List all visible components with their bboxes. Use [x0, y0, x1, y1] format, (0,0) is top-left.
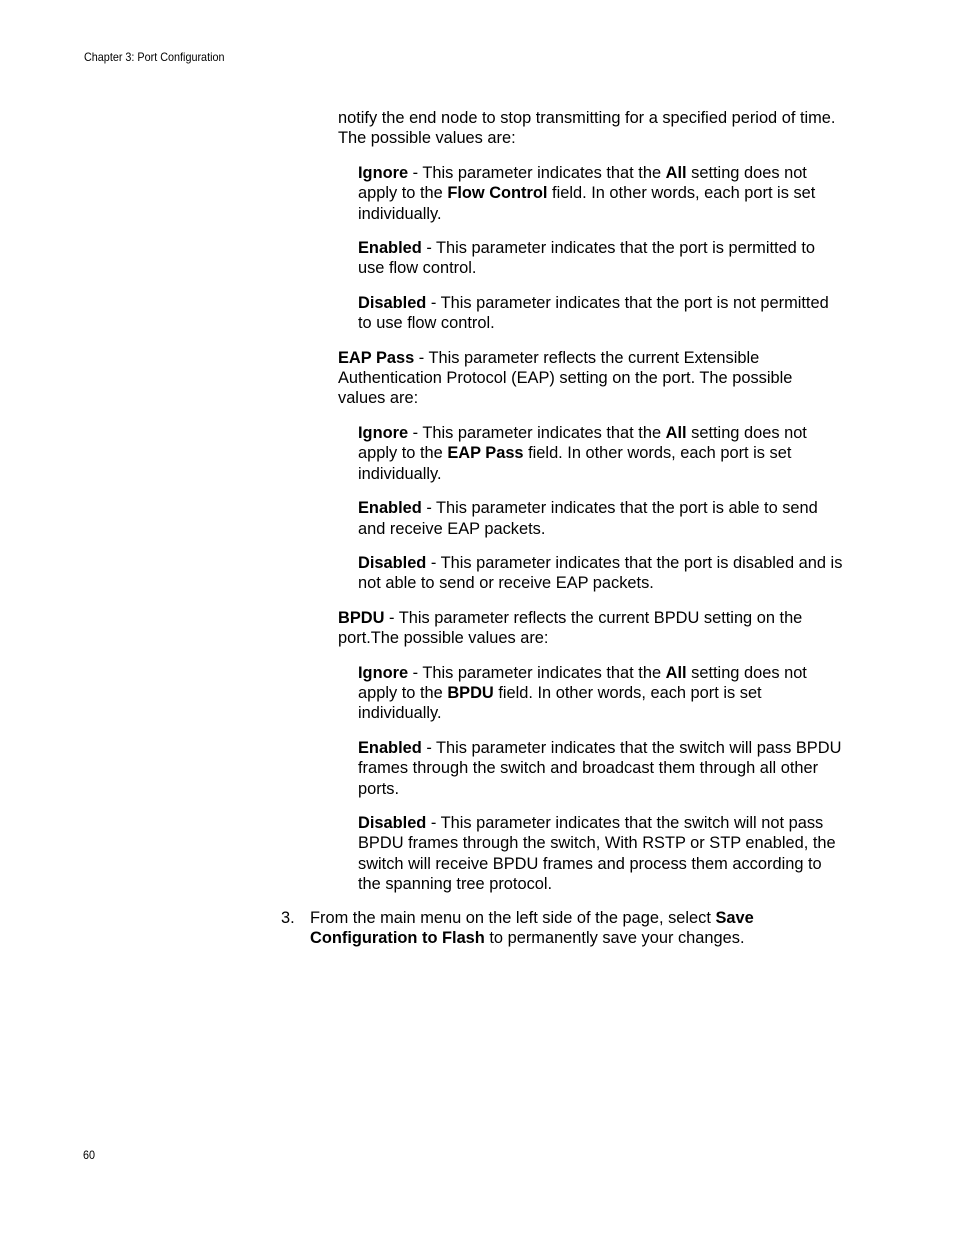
- text: - This parameter indicates that the port is permitted to use flow control.: [358, 239, 816, 278]
- field-name: EAP Pass: [447, 444, 524, 463]
- text: field. In other words, each port is set individually.: [358, 683, 762, 723]
- text: - This parameter indicates that the switch will pass BPDU frames through the switch and broadcast them through all other ports.: [358, 738, 842, 798]
- intro-paragraph: notify the end node to stop transmitting for a specified period of time. The possible values are:: [338, 109, 836, 148]
- eap-pass-ignore: [358, 423, 843, 484]
- text: - This parameter reflects the current Extensible Authentication Protocol (EAP) setting on the port. The possible values are:: [338, 348, 793, 408]
- text: - This parameter indicates that the: [408, 663, 666, 682]
- text: setting does not apply to the: [358, 163, 807, 203]
- eap-pass-enabled: [358, 498, 843, 539]
- term: Disabled: [358, 293, 427, 312]
- running-header: Chapter 3: Port Configuration: [84, 50, 225, 64]
- text: - This parameter indicates that the: [408, 423, 666, 442]
- term: Enabled: [358, 239, 422, 258]
- text: From the main menu on the left side of the page, select: [310, 909, 716, 927]
- flow-control-enabled: [358, 238, 843, 279]
- field-name: Flow Control: [447, 184, 548, 203]
- text: field. In other words, each port is set individually.: [358, 184, 816, 223]
- term: Enabled: [358, 738, 422, 757]
- text: - This parameter indicates that the port is not permitted to use flow control.: [358, 293, 829, 333]
- term: Disabled: [358, 553, 427, 572]
- term: Disabled: [358, 813, 427, 832]
- eap-pass-disabled: [358, 553, 843, 594]
- text: setting does not apply to the: [358, 423, 807, 463]
- term: BPDU: [338, 608, 385, 627]
- field-name: BPDU: [447, 683, 494, 702]
- term-all: All: [665, 663, 687, 682]
- text: - This parameter indicates that the port is disabled and is not able to send or receive EAP packets.: [358, 553, 843, 593]
- text: setting does not apply to the: [358, 663, 807, 702]
- term: Ignore: [358, 663, 409, 682]
- step-number: 3.: [281, 909, 295, 927]
- term: Enabled: [358, 499, 422, 518]
- bpdu-ignore: [358, 663, 843, 724]
- step-text: [310, 908, 800, 949]
- text: - This parameter reflects the current BPDU setting on the port.The possible values are:: [338, 608, 803, 648]
- eap-pass-param: [338, 348, 843, 409]
- term: EAP Pass: [338, 348, 415, 367]
- bpdu-disabled: [358, 813, 843, 895]
- menu-item-name: Save Configuration to Flash: [310, 909, 754, 948]
- term-all: All: [665, 423, 687, 442]
- flow-control-ignore: [358, 163, 843, 224]
- flow-control-disabled: [358, 293, 843, 334]
- bpdu-param: [338, 608, 843, 649]
- text: - This parameter indicates that the port is able to send and receive EAP packets.: [358, 499, 818, 538]
- bpdu-enabled: [358, 738, 843, 799]
- text: - This parameter indicates that the: [408, 163, 666, 182]
- term: Ignore: [358, 163, 409, 182]
- term: Ignore: [358, 423, 409, 442]
- text: - This parameter indicates that the switch will not pass BPDU frames through the switch, With RSTP or STP enabled, the switch will receive BPDU frames and process them according to the spanning tree protocol.: [358, 813, 836, 894]
- main-content: [338, 108, 843, 909]
- text: field. In other words, each port is set individually.: [358, 444, 792, 483]
- term-all: All: [665, 163, 687, 182]
- text: to permanently save your changes.: [484, 929, 745, 948]
- page-number: 60: [83, 1148, 96, 1162]
